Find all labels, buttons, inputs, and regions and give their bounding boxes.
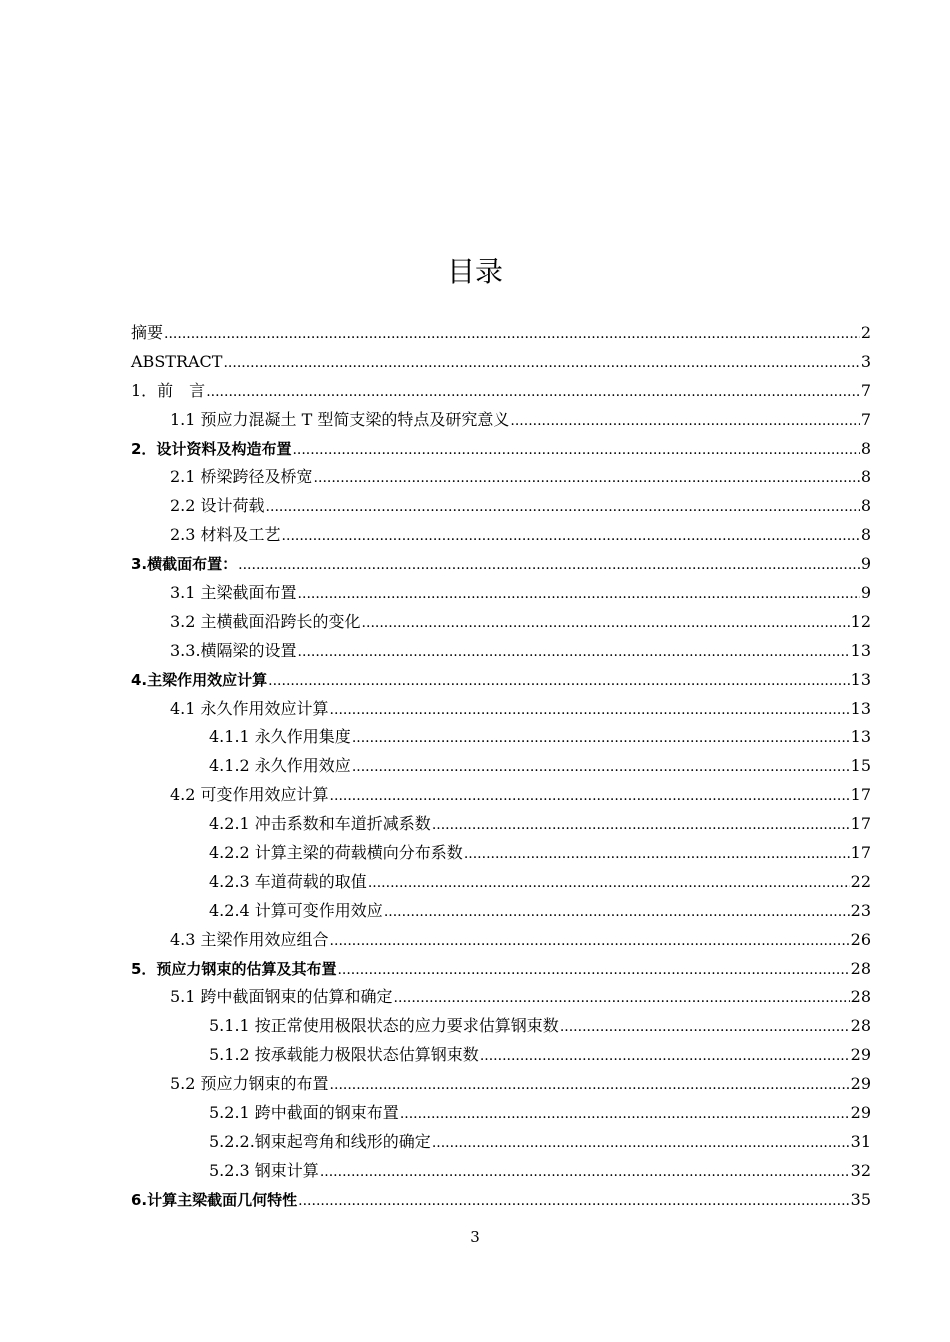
toc-dot-leader — [560, 1012, 850, 1042]
toc-entry-page: 9 — [860, 583, 871, 603]
toc-entry-label: 5.2 预应力钢束的布置 — [170, 1074, 329, 1094]
toc-entry-label: 4.2 可变作用效应计算 — [170, 785, 329, 805]
toc-dot-leader — [164, 319, 860, 349]
toc-dot-leader — [330, 1070, 850, 1100]
toc-entry-label: 2.3 材料及工艺 — [170, 525, 281, 545]
toc-entry-label: 4.2.1 冲击系数和车道折减系数 — [209, 814, 431, 834]
toc-dot-leader — [292, 435, 859, 465]
toc-entry-page: 17 — [850, 843, 871, 863]
toc-entry[interactable] — [131, 1041, 871, 1070]
toc-entry-page: 28 — [850, 958, 871, 978]
toc-entry-label: 4.1.2 永久作用效应 — [209, 756, 351, 776]
toc-entry-label: 4.主梁作用效应计算 — [131, 670, 268, 689]
toc-entry-page: 13 — [850, 698, 871, 718]
toc-entry-page: 8 — [860, 496, 871, 516]
toc-entry-page: 31 — [850, 1131, 871, 1151]
table-of-contents — [131, 319, 871, 1215]
toc-dot-leader — [298, 1186, 850, 1216]
toc-dot-leader — [352, 752, 850, 782]
toc-entry-label: 4.1 永久作用效应计算 — [170, 698, 329, 718]
toc-entry[interactable] — [131, 666, 871, 695]
page-number: 3 — [470, 1228, 480, 1246]
toc-dot-leader — [298, 579, 860, 609]
toc-entry-label: 5．预应力钢束的估算及其布置 — [131, 959, 337, 978]
toc-entry-label: 摘要 — [131, 323, 164, 342]
toc-entry[interactable] — [131, 868, 871, 897]
toc-dot-leader — [400, 1099, 850, 1129]
toc-entry-page: 8 — [860, 438, 871, 458]
toc-entry-page: 13 — [850, 640, 871, 660]
toc-entry[interactable] — [131, 810, 871, 839]
toc-entry-page: 35 — [850, 1189, 871, 1209]
toc-entry-page: 17 — [850, 785, 871, 805]
toc-entry[interactable] — [131, 781, 871, 810]
toc-entry-page: 13 — [850, 727, 871, 747]
toc-entry-label: 2.2 设计荷载 — [170, 496, 265, 516]
toc-entry-page: 3 — [860, 351, 871, 371]
toc-dot-leader — [206, 377, 860, 407]
toc-dot-leader — [282, 521, 860, 551]
toc-entry[interactable] — [131, 752, 871, 781]
toc-dot-leader — [238, 550, 860, 580]
toc-entry[interactable] — [131, 579, 871, 608]
toc-entry-label: 5.1.2 按承载能力极限状态估算钢束数 — [209, 1045, 479, 1065]
toc-entry[interactable] — [131, 955, 871, 984]
toc-entry[interactable] — [131, 550, 871, 579]
toc-entry[interactable] — [131, 463, 871, 492]
toc-entry-page: 12 — [850, 611, 871, 631]
toc-entry-page: 17 — [850, 814, 871, 834]
toc-entry[interactable] — [131, 435, 871, 464]
toc-entry-label: 3.3.横隔梁的设置 — [170, 640, 297, 660]
toc-entry[interactable] — [131, 406, 871, 435]
toc-entry[interactable] — [131, 1099, 871, 1128]
toc-entry-label: 5.2.2.钢束起弯角和线形的确定 — [209, 1131, 431, 1151]
toc-dot-leader — [394, 983, 850, 1013]
toc-entry[interactable] — [131, 319, 871, 348]
toc-entry-label: 4.1.1 永久作用集度 — [209, 727, 351, 747]
toc-dot-leader — [330, 926, 850, 956]
toc-entry-label: 4.3 主梁作用效应组合 — [170, 929, 329, 949]
toc-entry[interactable] — [131, 839, 871, 868]
toc-entry-page: 7 — [860, 409, 871, 429]
toc-entry[interactable] — [131, 377, 871, 406]
toc-entry-label: 4.2.4 计算可变作用效应 — [209, 900, 383, 920]
toc-entry-page: 9 — [860, 554, 871, 574]
toc-entry-label: 2．设计资料及构造布置 — [131, 439, 292, 458]
toc-entry-page: 15 — [850, 756, 871, 776]
toc-entry-label: 1.1 预应力混凝土 T 型简支梁的特点及研究意义 — [170, 409, 510, 429]
toc-entry-label: 3.2 主横截面沿跨长的变化 — [170, 611, 361, 631]
toc-entry[interactable] — [131, 637, 871, 666]
toc-dot-leader — [337, 955, 849, 985]
toc-dot-leader — [330, 695, 850, 725]
toc-entry[interactable] — [131, 926, 871, 955]
toc-dot-leader — [314, 463, 860, 493]
toc-entry-page: 28 — [850, 987, 871, 1007]
toc-dot-leader — [432, 1128, 850, 1158]
toc-entry-label: ABSTRACT — [131, 351, 223, 371]
toc-dot-leader — [362, 608, 850, 638]
toc-dot-leader — [298, 637, 850, 667]
toc-entry-label: 5.2.3 钢束计算 — [209, 1160, 319, 1180]
toc-entry[interactable] — [131, 983, 871, 1012]
toc-entry-label: 2.1 桥梁跨径及桥宽 — [170, 467, 313, 487]
toc-entry-label: 1．前 言 — [131, 380, 206, 400]
toc-entry-label: 5.1.1 按正常使用极限状态的应力要求估算钢束数 — [209, 1016, 559, 1036]
toc-entry[interactable] — [131, 723, 871, 752]
toc-entry-page: 8 — [860, 467, 871, 487]
toc-entry-label: 5.2.1 跨中截面的钢束布置 — [209, 1103, 399, 1123]
toc-dot-leader — [464, 839, 850, 869]
toc-entry[interactable] — [131, 521, 871, 550]
toc-entry-page: 23 — [850, 900, 871, 920]
toc-entry[interactable] — [131, 1012, 871, 1041]
toc-entry-label: 6.计算主梁截面几何特性 — [131, 1190, 298, 1209]
toc-entry-page: 29 — [850, 1103, 871, 1123]
toc-entry[interactable] — [131, 897, 871, 926]
toc-entry-page: 13 — [850, 669, 871, 689]
toc-entry[interactable] — [131, 695, 871, 724]
toc-entry[interactable] — [131, 1128, 871, 1157]
toc-entry-page: 22 — [850, 871, 871, 891]
toc-entry-page: 26 — [850, 929, 871, 949]
toc-entry-page: 7 — [860, 380, 871, 400]
toc-dot-leader — [432, 810, 850, 840]
toc-entry-page: 29 — [850, 1074, 871, 1094]
toc-entry-page: 28 — [850, 1016, 871, 1036]
toc-dot-leader — [352, 723, 850, 753]
toc-dot-leader — [368, 868, 850, 898]
toc-entry-label: 3.横截面布置： — [131, 555, 238, 574]
toc-entry-page: 32 — [850, 1160, 871, 1180]
toc-entry[interactable] — [131, 348, 871, 377]
toc-entry-label: 4.2.3 车道荷载的取值 — [209, 871, 367, 891]
toc-entry-label: 3.1 主梁截面布置 — [170, 583, 297, 603]
toc-dot-leader — [223, 348, 859, 378]
toc-entry[interactable] — [131, 608, 871, 637]
toc-entry-page: 8 — [860, 525, 871, 545]
toc-dot-leader — [268, 666, 850, 696]
toc-entry-page: 29 — [850, 1045, 871, 1065]
toc-entry-page: 2 — [860, 323, 871, 342]
toc-entry-label: 4.2.2 计算主梁的荷载横向分布系数 — [209, 843, 463, 863]
toc-entry[interactable] — [131, 492, 871, 521]
toc-dot-leader — [320, 1157, 850, 1187]
toc-entry[interactable] — [131, 1157, 871, 1186]
page-title: 目录 — [446, 255, 503, 288]
toc-entry-label: 5.1 跨中截面钢束的估算和确定 — [170, 987, 393, 1007]
toc-dot-leader — [266, 492, 860, 522]
toc-dot-leader — [510, 406, 859, 436]
toc-entry[interactable] — [131, 1186, 871, 1215]
toc-dot-leader — [384, 897, 850, 927]
toc-dot-leader — [330, 781, 850, 811]
toc-dot-leader — [480, 1041, 850, 1071]
toc-entry[interactable] — [131, 1070, 871, 1099]
